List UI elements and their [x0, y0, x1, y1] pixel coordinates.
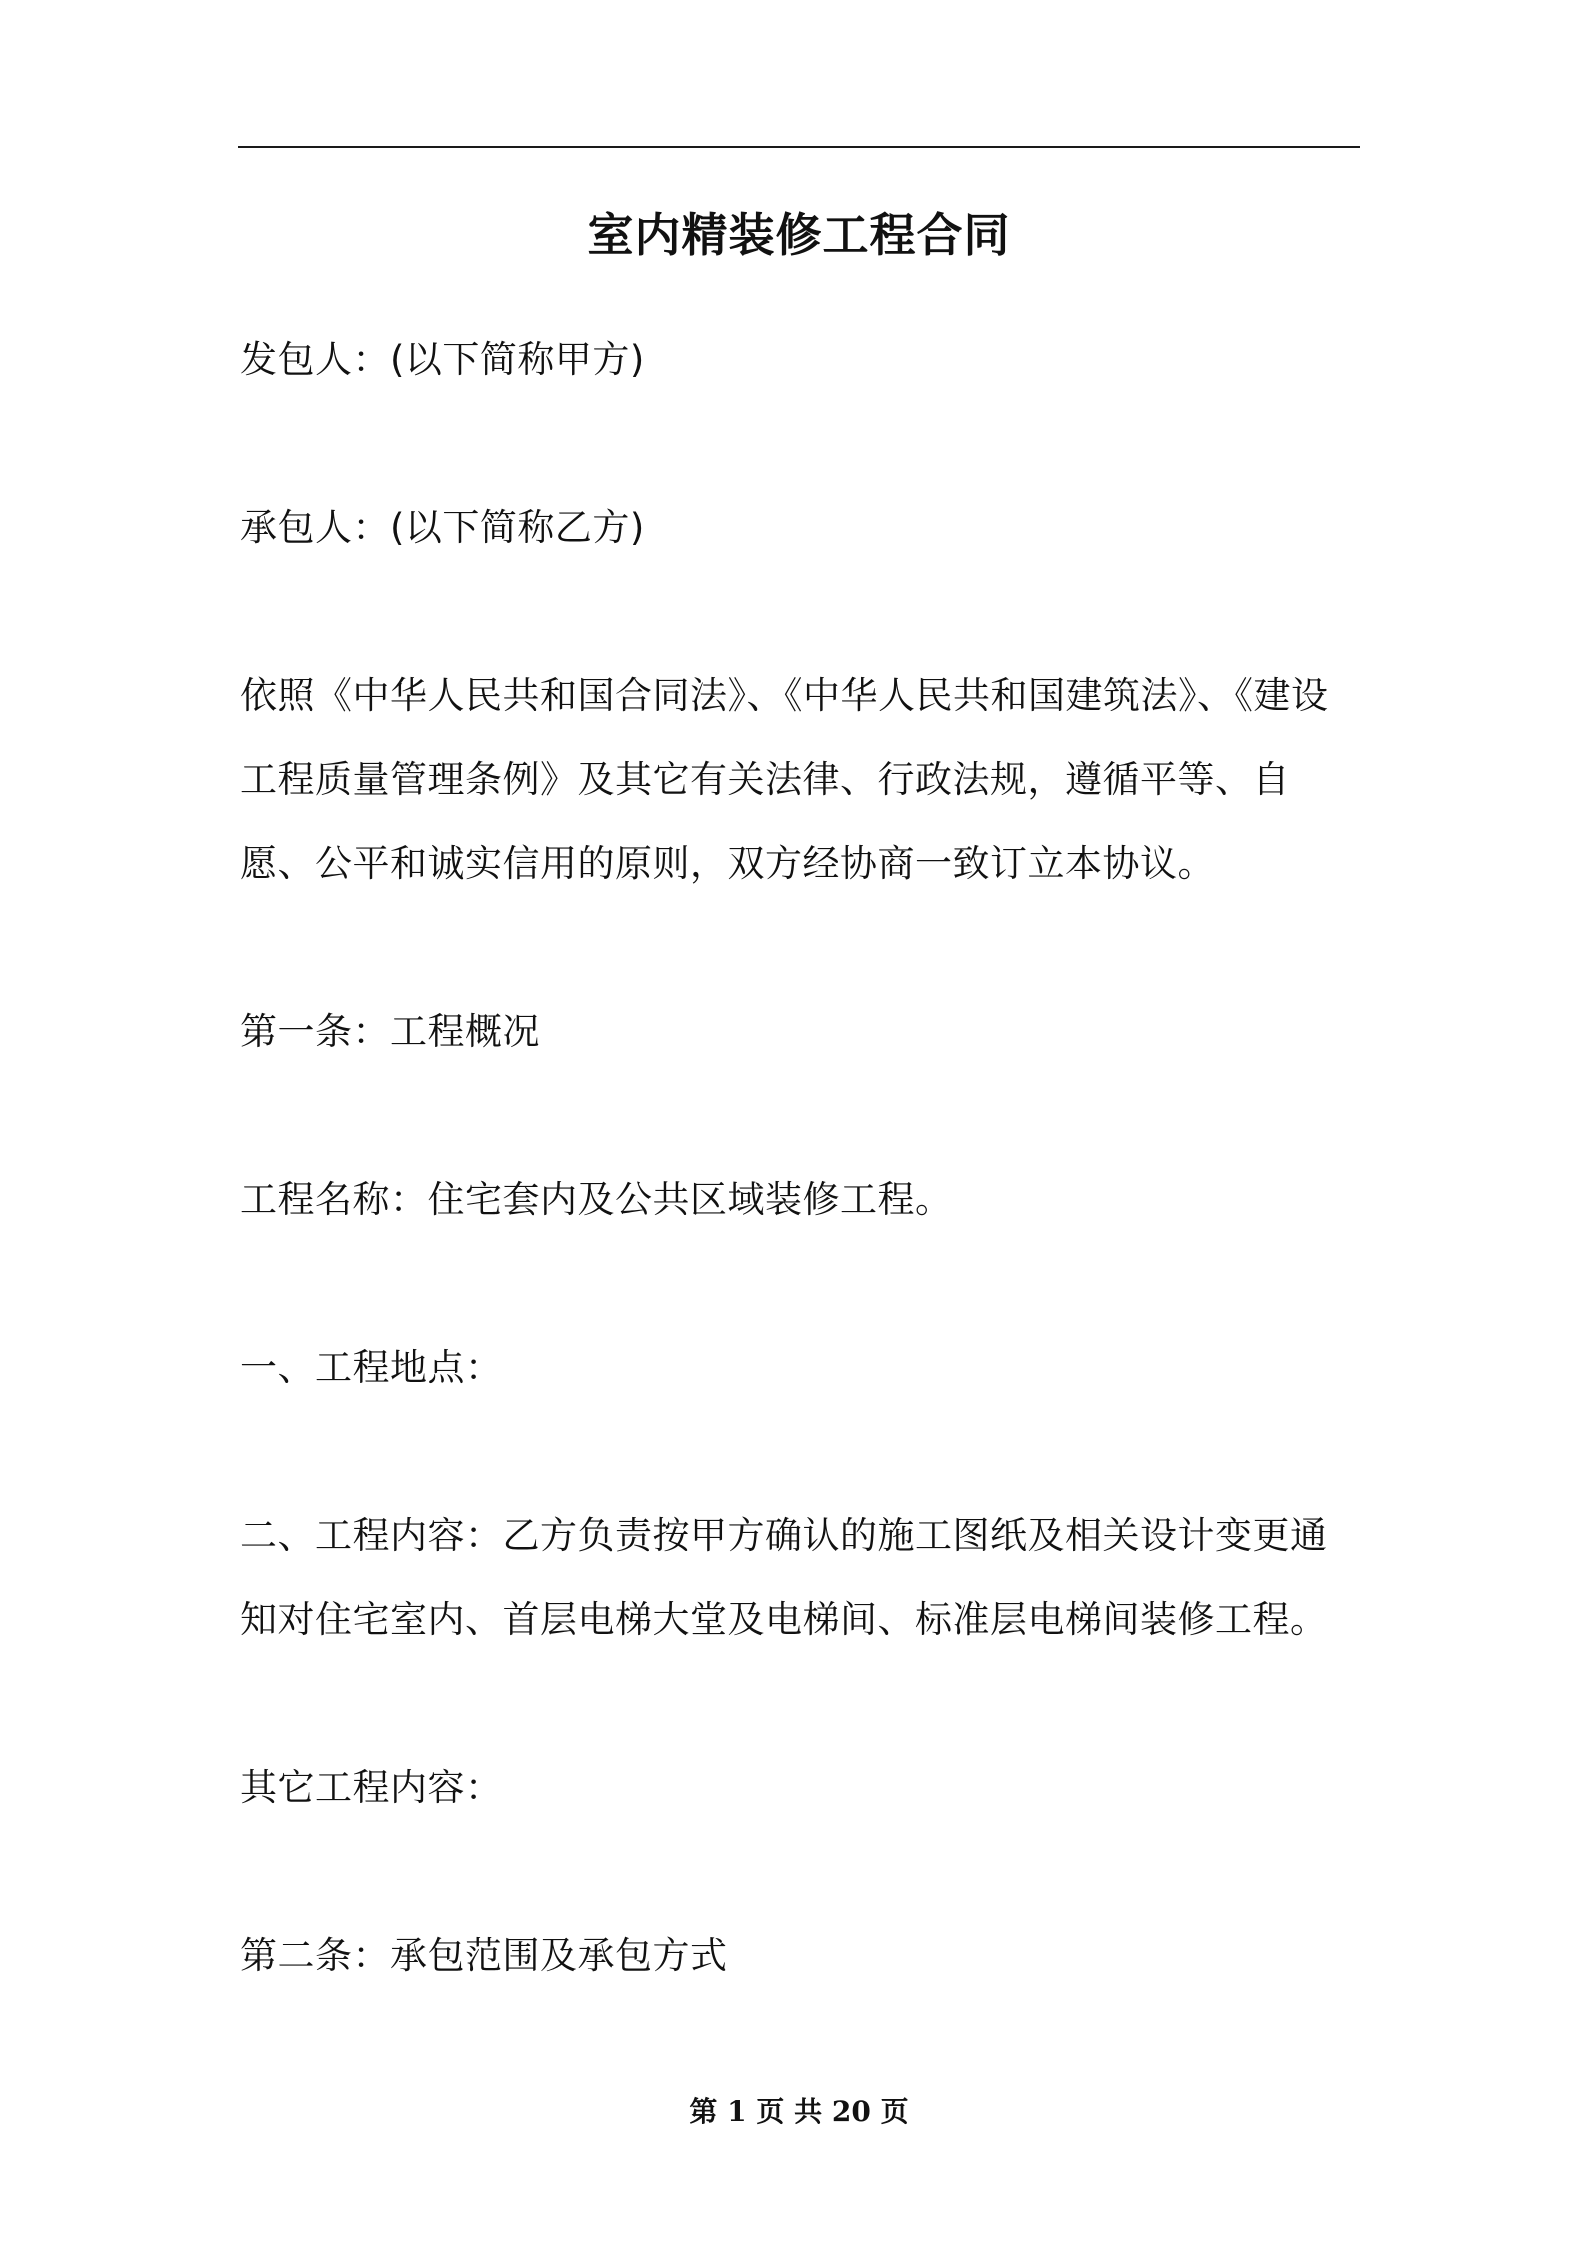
footer-total-pages: 20	[831, 2095, 871, 2128]
paragraph-project-content: 二、工程内容：乙方负责按甲方确认的施工图纸及相关设计变更通知对住宅室内、首层电梯大堂及电梯间、标准层电梯间装修工程。	[240, 1514, 1328, 1641]
paragraph-article-2-heading: 第二条：承包范围及承包方式	[240, 1934, 728, 1977]
paragraph-employer: 发包人：(以下简称甲方)	[240, 338, 645, 381]
footer-suffix: 页	[880, 2095, 909, 2128]
paragraph-project-location: 一、工程地点：	[240, 1346, 503, 1389]
paragraph-project-name: 工程名称：住宅套内及公共区域装修工程。	[240, 1178, 953, 1221]
page-footer	[238, 2092, 1360, 2132]
paragraph-other-content: 其它工程内容：	[240, 1766, 503, 1809]
header-rule	[238, 146, 1360, 148]
paragraph-preamble: 依照《中华人民共和国合同法》、《中华人民共和国建筑法》、《建设工程质量管理条例》及其它有关法律、行政法规，遵循平等、自愿、公平和诚实信用的原则，双方经协商一致订立本协议。	[240, 674, 1329, 885]
paragraph-article-1-heading: 第一条：工程概况	[240, 1010, 540, 1053]
document-title: 室内精装修工程合同	[587, 208, 1011, 262]
footer-current-page: 1	[727, 2095, 747, 2128]
paragraph-contractor: 承包人：(以下简称乙方)	[240, 506, 645, 549]
footer-prefix: 第	[689, 2095, 718, 2128]
footer-middle: 页 共	[756, 2095, 823, 2128]
